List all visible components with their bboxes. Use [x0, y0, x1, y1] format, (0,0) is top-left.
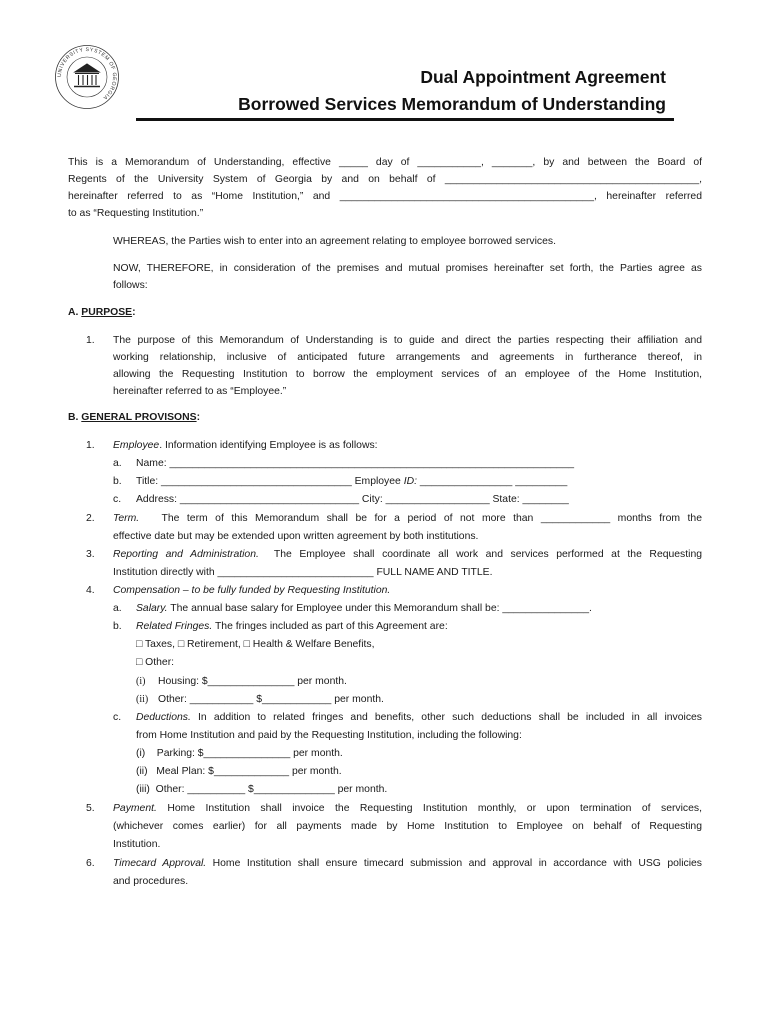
- intro-line: hereinafter referred to as “Home Institution,” and ____________________________________________, hereinafter referred: [68, 191, 702, 202]
- item-number: 4.: [86, 585, 95, 596]
- other-deduction-field: (iii) Other: __________ $______________ per month.: [136, 784, 388, 795]
- now-therefore-clause: NOW, THEREFORE, in consideration of the premises and mutual promises hereinafter set forth, the Parties agree as: [113, 263, 702, 274]
- intro-line: Regents of the University System of Georgia by and on behalf of ____________________________________________,: [68, 174, 702, 185]
- deductions-text: Deductions. In addition to related fringes and benefits, other such deductions shall be included in all invoices: [136, 712, 702, 723]
- item-number: 6.: [86, 858, 95, 869]
- building-icon: [74, 64, 100, 87]
- item-number: 3.: [86, 549, 95, 560]
- sub-letter: c.: [113, 712, 122, 723]
- item-number: 1.: [86, 440, 95, 451]
- svg-text:UNIVERSITY SYSTEM OF GEORGIA: UNIVERSITY SYSTEM OF GEORGIA: [56, 46, 118, 101]
- intro-line: to as “Requesting Institution.”: [68, 208, 204, 219]
- purpose-text: hereinafter referred to as “Employee.”: [113, 386, 287, 397]
- payment-text: (whichever comes earlier) for all payments made by Home Institution to Employee on behalf of Requesting: [113, 821, 702, 832]
- meal-plan-field: (ii) Meal Plan: $_____________ per month.: [136, 766, 342, 777]
- header-rule: [136, 118, 674, 121]
- sub-letter: b.: [113, 621, 122, 632]
- document-title: Dual Appointment Agreement: [420, 67, 666, 87]
- fringe-other-checkbox[interactable]: □ Other:: [136, 657, 175, 668]
- reporting-text: Institution directly with ___________________________ FULL NAME AND TITLE.: [113, 567, 493, 578]
- purpose-text: The purpose of this Memorandum of Understanding is to guide and direct the parties respecting their affiliation and: [113, 335, 702, 346]
- purpose-text: working relationship, inclusive of anticipated future arrangements and agreements in furtherance thereof, in: [113, 352, 702, 363]
- compensation-heading: Compensation – to be fully funded by Requesting Institution.: [113, 585, 391, 596]
- sub-letter: a.: [113, 458, 122, 469]
- section-a-heading: A. PURPOSE:: [68, 307, 136, 318]
- fringe-checkboxes[interactable]: □ Taxes, □ Retirement, □ Health & Welfare Benefits,: [136, 639, 375, 650]
- fringes-text: Related Fringes. The fringes included as part of this Agreement are:: [136, 621, 448, 632]
- roman-numeral: (ii): [136, 694, 149, 705]
- name-field: Name: ______________________________________________________________________: [136, 458, 575, 469]
- sub-letter: c.: [113, 494, 122, 505]
- term-text: Term. The term of this Memorandum shall be for a period of not more than ____________ months from the: [113, 513, 702, 524]
- address-field: Address: _______________________________ City: __________________ State: ________: [136, 494, 569, 505]
- intro-line: This is a Memorandum of Understanding, effective _____ day of ___________, _______, by and between the Board of: [68, 157, 702, 168]
- sub-letter: b.: [113, 476, 122, 487]
- reporting-text: Reporting and Administration. The Employee shall coordinate all work and services performed at the Requesting: [113, 549, 703, 560]
- roman-numeral: (i): [136, 676, 146, 687]
- section-b-heading: B. GENERAL PROVISONS:: [68, 412, 201, 423]
- item-number: 2.: [86, 513, 95, 524]
- item-number: 1.: [86, 335, 95, 346]
- sub-letter: a.: [113, 603, 122, 614]
- timecard-text: and procedures.: [113, 876, 189, 887]
- payment-text: Institution.: [113, 839, 161, 850]
- now-therefore-clause: follows:: [113, 280, 148, 291]
- whereas-clause: WHEREAS, the Parties wish to enter into an agreement relating to employee borrowed services.: [113, 236, 556, 247]
- payment-text: Payment. Home Institution shall invoice the Requesting Institution monthly, or upon termination of services,: [113, 803, 702, 814]
- item-number: 5.: [86, 803, 95, 814]
- timecard-text: Timecard Approval. Home Institution shall ensure timecard submission and approval in accordance with USG policies: [113, 858, 702, 869]
- title-id-field: Title: _________________________________ Employee ID: ________________ _________: [136, 476, 568, 487]
- employee-info: Employee. Information identifying Employee is as follows:: [113, 440, 378, 451]
- document-subtitle: Borrowed Services Memorandum of Understanding: [238, 94, 666, 114]
- parking-field: (i) Parking: $_______________ per month.: [136, 748, 343, 759]
- housing-field: Housing: $_______________ per month.: [158, 676, 347, 687]
- other-fringe-field: Other: ___________ $____________ per month.: [158, 694, 384, 705]
- term-text: effective date but may be extended upon written agreement by both institutions.: [113, 531, 479, 542]
- deductions-text: from Home Institution and paid by the Requesting Institution, including the following:: [136, 730, 522, 741]
- salary-field: Salary. The annual base salary for Employee under this Memorandum shall be: _______________.: [136, 603, 592, 614]
- usg-seal-logo: [54, 44, 120, 110]
- purpose-text: allowing the Requesting Institution to borrow the employment services of an employee of the Home Institution,: [113, 369, 702, 380]
